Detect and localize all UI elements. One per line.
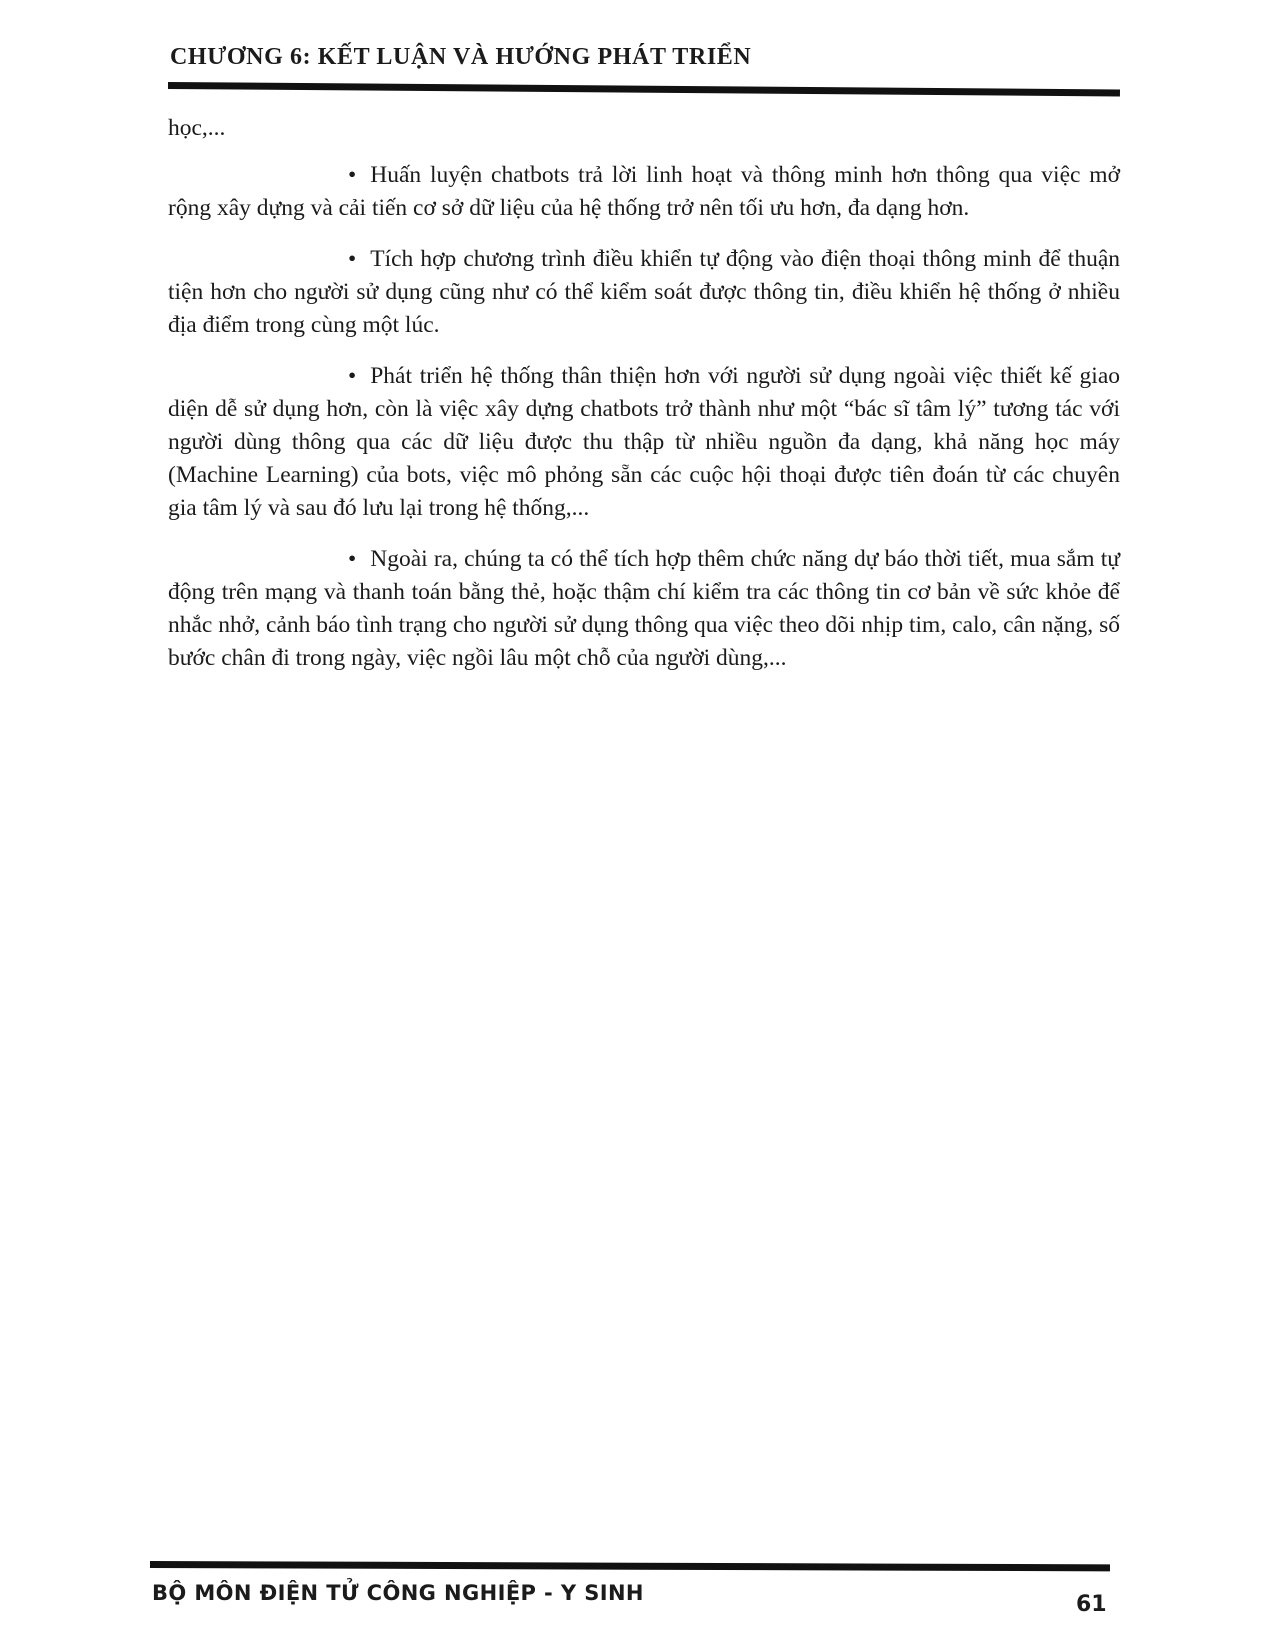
footer-department: BỘ MÔN ĐIỆN TỬ CÔNG NGHIỆP - Y SINH xyxy=(152,1581,644,1605)
bullet-paragraph-3 xyxy=(168,360,1120,525)
bullet-text-4: Ngoài ra, chúng ta có thể tích hợp thêm chức năng dự báo thời tiết, mua sắm tự động trên mạng và thanh toán bằng thẻ, hoặc thậm chí kiểm tra các thông tin cơ bản về sức khỏe để nhắc nhở, cảnh báo tình trạng cho người sử dụng thông qua việc theo dõi nhịp tim, calo, cân nặng, số bước chân đi trong ngày, việc ngồi lâu một chỗ của người dùng,... xyxy=(168,546,1120,671)
body-text xyxy=(168,112,1120,693)
bullet-paragraph-4 xyxy=(168,543,1120,675)
page-number: 61 xyxy=(1076,1592,1107,1617)
bullet-text-3: Phát triển hệ thống thân thiện hơn với người sử dụng ngoài việc thiết kế giao diện dễ sử dụng hơn, còn là việc xây dựng chatbots trở thành như một “bác sĩ tâm lý” tương tác với người dùng thông qua các dữ liệu được thu thập từ nhiều nguồn đa dạng, khả năng học máy (Machine Learning) của bots, việc mô phỏng sẵn các cuộc hội thoại được tiên đoán từ các chuyên gia tâm lý và sau đó lưu lại trong hệ thống,... xyxy=(168,363,1120,521)
bullet-text-2: Tích hợp chương trình điều khiển tự động vào điện thoại thông minh để thuận tiện hơn cho người sử dụng cũng như có thể kiểm soát được thông tin, điều khiển hệ thống ở nhiều địa điểm trong cùng một lúc. xyxy=(168,246,1120,338)
bullet-icon: • xyxy=(348,363,357,389)
bullet-icon: • xyxy=(348,162,357,188)
footer-rule xyxy=(150,1561,1110,1571)
header-rule xyxy=(168,82,1120,96)
bullet-paragraph-1 xyxy=(168,159,1120,225)
lead-text: học,... xyxy=(168,115,226,141)
bullet-paragraph-2 xyxy=(168,243,1120,342)
chapter-header-title: CHƯƠNG 6: KẾT LUẬN VÀ HƯỚNG PHÁT TRIỂN xyxy=(170,44,752,70)
bullet-text-1: Huấn luyện chatbots trả lời linh hoạt và thông minh hơn thông qua việc mở rộng xây dựng và cải tiến cơ sở dữ liệu của hệ thống trở nên tối ưu hơn, đa dạng hơn. xyxy=(168,162,1120,221)
bullet-icon: • xyxy=(348,246,357,272)
bullet-icon: • xyxy=(348,546,357,572)
